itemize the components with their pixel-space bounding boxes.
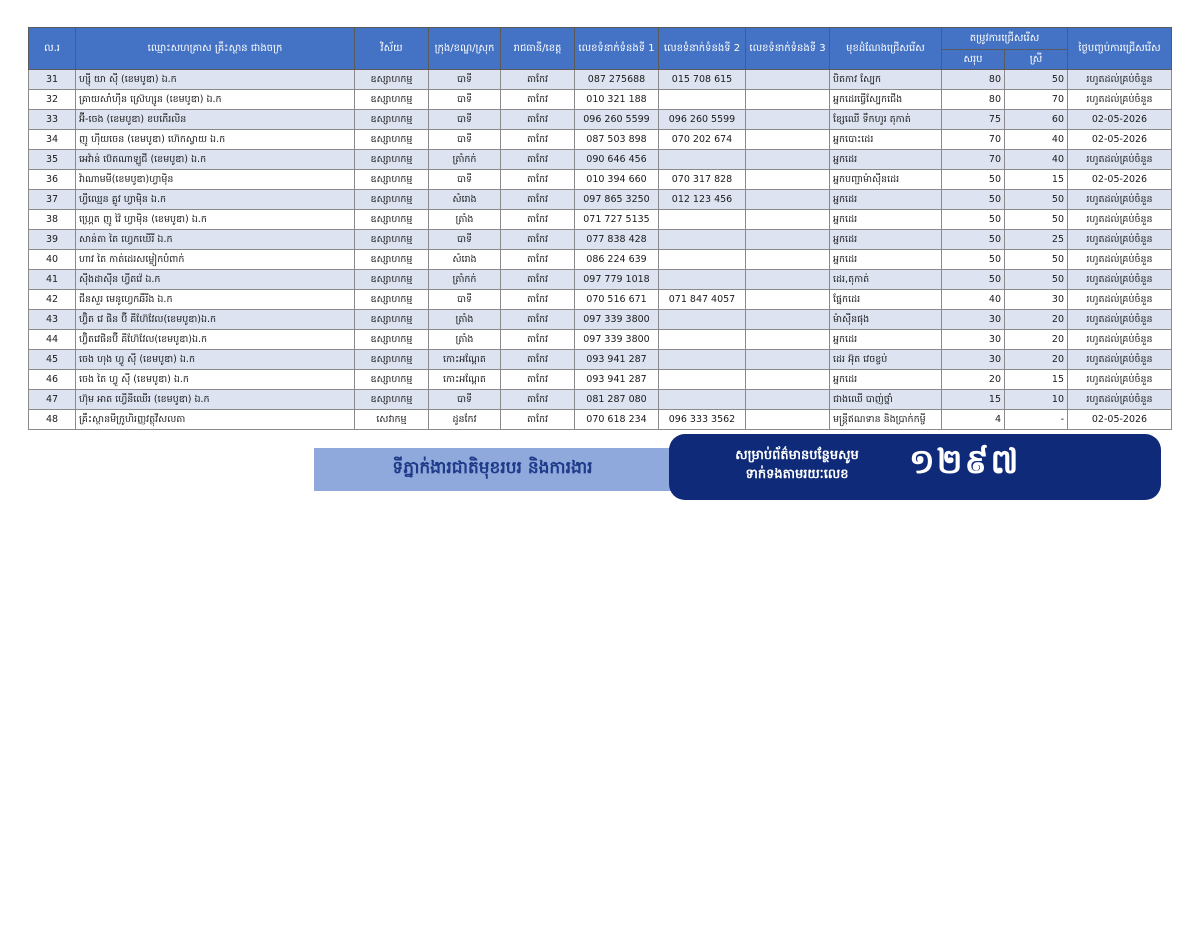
- cell-total: 50: [942, 250, 1005, 270]
- cell-deadline: រហូតដល់គ្រប់ចំនួន: [1068, 90, 1172, 110]
- cell-position: អ្នកដេរ: [830, 230, 942, 250]
- header-phone1: លេខទំនាក់ទំនងទី 1: [575, 28, 659, 70]
- cell-phone2: 070 202 674: [659, 130, 746, 150]
- cell-phone2: [659, 150, 746, 170]
- cell-company: ចេង ហុង ហ្វូ ស៊ី (ខេមបូឌា) ឯ.ក: [76, 350, 355, 370]
- cell-province: តាកែវ: [501, 230, 575, 250]
- cell-deadline: រហូតដល់គ្រប់ចំនួន: [1068, 190, 1172, 210]
- agency-name: ទីភ្នាក់ងារជាតិមុខរបរ និងការងារ: [392, 458, 593, 478]
- cell-phone1: 070 516 671: [575, 290, 659, 310]
- cell-deadline: 02-05-2026: [1068, 170, 1172, 190]
- cell-district: បាទី: [429, 230, 501, 250]
- cell-phone2: [659, 270, 746, 290]
- cell-no: 44: [29, 330, 76, 350]
- header-sector: វិស័យ: [355, 28, 429, 70]
- table-row: [29, 330, 1172, 350]
- cell-phone1: 097 779 1018: [575, 270, 659, 290]
- cell-company: ហ៊ុម អាត ហ្វើនីឈើរ (ខេមបូឌា) ឯ.ក: [76, 390, 355, 410]
- cell-company: សាន់តា តៃ ហ្វេកឃើរី ឯ.ក: [76, 230, 355, 250]
- cell-phone1: 086 224 639: [575, 250, 659, 270]
- cell-province: តាកែវ: [501, 330, 575, 350]
- cell-sector: ឧស្សាហកម្ម: [355, 110, 429, 130]
- cell-district: កោះអណ្តែត: [429, 370, 501, 390]
- header-deadline: ថ្ងៃបញ្ចប់ការជ្រើសរើស: [1068, 28, 1172, 70]
- header-position: មុខដំណែងជ្រើសរើស: [830, 28, 942, 70]
- cell-phone3: [746, 130, 830, 150]
- cell-company: ចេង តៃ ហ្វូ ស៊ី (ខេមបូឌា) ឯ.ក: [76, 370, 355, 390]
- cell-sector: ឧស្សាហកម្ម: [355, 70, 429, 90]
- cell-phone1: 077 838 428: [575, 230, 659, 250]
- cell-position: ផ្នែកដេរ: [830, 290, 942, 310]
- cell-phone2: 015 708 615: [659, 70, 746, 90]
- cell-total: 40: [942, 290, 1005, 310]
- cell-position: អ្នកបោះដេរ: [830, 130, 942, 150]
- cell-female: 20: [1005, 330, 1068, 350]
- cell-total: 50: [942, 190, 1005, 210]
- cell-district: បាទី: [429, 90, 501, 110]
- cell-deadline: រហូតដល់គ្រប់ចំនួន: [1068, 310, 1172, 330]
- cell-province: តាកែវ: [501, 390, 575, 410]
- cell-no: 47: [29, 390, 76, 410]
- cell-no: 40: [29, 250, 76, 270]
- table-row: [29, 390, 1172, 410]
- cell-sector: ឧស្សាហកម្ម: [355, 150, 429, 170]
- cell-phone2: 096 260 5599: [659, 110, 746, 130]
- cell-deadline: រហូតដល់គ្រប់ចំនួន: [1068, 330, 1172, 350]
- cell-female: 15: [1005, 370, 1068, 390]
- cell-female: 25: [1005, 230, 1068, 250]
- header-need-group: តម្រូវការជ្រើសរើស: [942, 28, 1068, 50]
- cell-no: 38: [29, 210, 76, 230]
- cell-total: 50: [942, 210, 1005, 230]
- cell-company: អ៊ី-ចេង (ខេមបូឌា) ខបភើរលិន: [76, 110, 355, 130]
- cell-district: សំរោង: [429, 190, 501, 210]
- cell-province: តាកែវ: [501, 170, 575, 190]
- cell-company: ហ្វីឈ្មេន គ្លូវ ហ្វាម៉ិន ឯ.ក: [76, 190, 355, 210]
- cell-sector: ឧស្សាហកម្ម: [355, 350, 429, 370]
- cell-position: អ្នកដេរ: [830, 330, 942, 350]
- cell-position: អ្នកដេរ: [830, 190, 942, 210]
- table-row: [29, 170, 1172, 190]
- cell-sector: ឧស្សាហកម្ម: [355, 130, 429, 150]
- cell-deadline: រហូតដល់គ្រប់ចំនួន: [1068, 70, 1172, 90]
- cell-district: បាទី: [429, 170, 501, 190]
- cell-total: 50: [942, 230, 1005, 250]
- cell-province: តាកែវ: [501, 150, 575, 170]
- cell-no: 34: [29, 130, 76, 150]
- cell-province: តាកែវ: [501, 350, 575, 370]
- cell-phone3: [746, 110, 830, 130]
- cell-phone2: 012 123 456: [659, 190, 746, 210]
- cell-sector: ឧស្សាហកម្ម: [355, 330, 429, 350]
- cell-district: បាទី: [429, 130, 501, 150]
- cell-company: វ៉ាណាមមី(ខេមបូឌា)ហ្វាម៉ិន: [76, 170, 355, 190]
- cell-deadline: 02-05-2026: [1068, 410, 1172, 430]
- cell-no: 43: [29, 310, 76, 330]
- cell-phone1: 010 321 188: [575, 90, 659, 110]
- cell-no: 42: [29, 290, 76, 310]
- cell-sector: ឧស្សាហកម្ម: [355, 190, 429, 210]
- cell-female: 50: [1005, 210, 1068, 230]
- cell-phone1: 097 339 3800: [575, 330, 659, 350]
- info-line-2: ទាក់ទងតាមរយៈលេខ: [745, 467, 849, 482]
- cell-phone3: [746, 190, 830, 210]
- cell-phone1: 010 394 660: [575, 170, 659, 190]
- hotline-text: [697, 446, 897, 484]
- cell-phone2: 071 847 4057: [659, 290, 746, 310]
- cell-total: 4: [942, 410, 1005, 430]
- header-total: សរុប: [942, 50, 1005, 70]
- cell-phone3: [746, 70, 830, 90]
- table-row: [29, 210, 1172, 230]
- cell-company: ស៊ីងដាស៊ីន ហ្វីតវ៉េ ឯ.ក: [76, 270, 355, 290]
- cell-no: 48: [29, 410, 76, 430]
- job-vacancy-table-container: [28, 27, 1171, 430]
- cell-position: មន្ត្រីឥណទាន និងប្រាក់កម្ចី: [830, 410, 942, 430]
- cell-female: 70: [1005, 90, 1068, 110]
- cell-province: តាកែវ: [501, 90, 575, 110]
- cell-district: ត្រាំកក់: [429, 150, 501, 170]
- cell-total: 20: [942, 370, 1005, 390]
- cell-company: ញូ ហ៊ីយចេន (ខេមបូឌា) ហ៊េកស្វាយ ឯ.ក: [76, 130, 355, 150]
- cell-sector: ឧស្សាហកម្ម: [355, 230, 429, 250]
- cell-district: ត្រាំកក់: [429, 270, 501, 290]
- cell-district: បាទី: [429, 390, 501, 410]
- cell-province: តាកែវ: [501, 190, 575, 210]
- cell-total: 75: [942, 110, 1005, 130]
- cell-phone1: 081 287 080: [575, 390, 659, 410]
- cell-total: 80: [942, 90, 1005, 110]
- cell-total: 30: [942, 330, 1005, 350]
- cell-no: 31: [29, 70, 76, 90]
- cell-female: 50: [1005, 70, 1068, 90]
- cell-province: តាកែវ: [501, 210, 575, 230]
- cell-district: សំរោង: [429, 250, 501, 270]
- cell-province: តាកែវ: [501, 70, 575, 90]
- cell-no: 39: [29, 230, 76, 250]
- cell-sector: ឧស្សាហកម្ម: [355, 270, 429, 290]
- cell-position: អ្នកដេរ: [830, 250, 942, 270]
- cell-phone2: [659, 310, 746, 330]
- table-row: [29, 410, 1172, 430]
- cell-phone2: 096 333 3562: [659, 410, 746, 430]
- cell-phone3: [746, 290, 830, 310]
- cell-phone2: [659, 370, 746, 390]
- agency-banner: [314, 448, 671, 491]
- cell-total: 70: [942, 130, 1005, 150]
- cell-position: បិតកាវ ស្បែក: [830, 70, 942, 90]
- cell-female: 30: [1005, 290, 1068, 310]
- hotline-number: ១២៩៧: [909, 442, 1021, 482]
- cell-province: តាកែវ: [501, 370, 575, 390]
- cell-no: 35: [29, 150, 76, 170]
- cell-total: 30: [942, 350, 1005, 370]
- cell-phone3: [746, 270, 830, 290]
- hotline-info-box: [669, 434, 1161, 500]
- cell-position: ដេរ អ៊ុត វេចខ្ចប់: [830, 350, 942, 370]
- cell-phone3: [746, 390, 830, 410]
- cell-total: 15: [942, 390, 1005, 410]
- cell-deadline: រហូតដល់គ្រប់ចំនួន: [1068, 210, 1172, 230]
- cell-phone1: 070 618 234: [575, 410, 659, 430]
- cell-phone3: [746, 370, 830, 390]
- table-row: [29, 190, 1172, 210]
- cell-total: 80: [942, 70, 1005, 90]
- cell-company: គ្រាយសាំហ៊ីន ស៊្រេហ្សូន (ខេមបូឌា) ឯ.ក: [76, 90, 355, 110]
- cell-female: 40: [1005, 130, 1068, 150]
- cell-phone1: 096 260 5599: [575, 110, 659, 130]
- cell-position: អ្នកដេរធ្វើស្បែកជើង: [830, 90, 942, 110]
- cell-deadline: រហូតដល់គ្រប់ចំនួន: [1068, 270, 1172, 290]
- cell-female: -: [1005, 410, 1068, 430]
- header-district: ក្រុង/ខណ្ឌ/ស្រុក: [429, 28, 501, 70]
- cell-no: 45: [29, 350, 76, 370]
- table-row: [29, 150, 1172, 170]
- cell-phone1: 087 275688: [575, 70, 659, 90]
- cell-district: ត្រាំង: [429, 310, 501, 330]
- cell-female: 20: [1005, 350, 1068, 370]
- cell-phone1: 097 865 3250: [575, 190, 659, 210]
- cell-total: 70: [942, 150, 1005, 170]
- cell-deadline: រហូតដល់គ្រប់ចំនួន: [1068, 390, 1172, 410]
- job-vacancy-table: [28, 27, 1172, 430]
- cell-district: បាទី: [429, 70, 501, 90]
- cell-phone2: [659, 330, 746, 350]
- cell-district: បាទី: [429, 290, 501, 310]
- table-row: [29, 230, 1172, 250]
- cell-no: 37: [29, 190, 76, 210]
- cell-female: 40: [1005, 150, 1068, 170]
- cell-province: តាកែវ: [501, 250, 575, 270]
- cell-sector: ឧស្សាហកម្ម: [355, 170, 429, 190]
- cell-phone3: [746, 350, 830, 370]
- cell-sector: ឧស្សាហកម្ម: [355, 210, 429, 230]
- cell-company: គ្រឹះស្ថានមីក្រូហិរញ្ញវត្ថុវីសលតា: [76, 410, 355, 430]
- cell-company: ហ្វ៊ិត វេ ផិន ប៊ី គីហ៊ែវែល(ខេមបូឌា)ឯ.ក: [76, 310, 355, 330]
- cell-district: ត្រាំង: [429, 330, 501, 350]
- header-province: រាជធានី/ខេត្ត: [501, 28, 575, 70]
- cell-province: តាកែវ: [501, 270, 575, 290]
- cell-phone1: 093 941 287: [575, 350, 659, 370]
- cell-province: តាកែវ: [501, 130, 575, 150]
- cell-phone1: 090 646 456: [575, 150, 659, 170]
- cell-deadline: 02-05-2026: [1068, 110, 1172, 130]
- cell-position: ខ្សែឈើ ទឹកហូរ តុកាត់: [830, 110, 942, 130]
- cell-no: 32: [29, 90, 76, 110]
- cell-phone3: [746, 410, 830, 430]
- cell-phone2: [659, 90, 746, 110]
- cell-phone3: [746, 250, 830, 270]
- table-row: [29, 290, 1172, 310]
- table-row: [29, 70, 1172, 90]
- cell-position: ជាងឈើ បាញ់ថ្នាំ: [830, 390, 942, 410]
- cell-total: 30: [942, 310, 1005, 330]
- cell-female: 10: [1005, 390, 1068, 410]
- table-row: [29, 90, 1172, 110]
- cell-female: 50: [1005, 190, 1068, 210]
- cell-district: បាទី: [429, 110, 501, 130]
- table-body: [29, 70, 1172, 430]
- table-row: [29, 110, 1172, 130]
- cell-deadline: 02-05-2026: [1068, 130, 1172, 150]
- cell-phone2: [659, 350, 746, 370]
- header-female: ស្រី: [1005, 50, 1068, 70]
- cell-female: 50: [1005, 250, 1068, 270]
- cell-sector: ឧស្សាហកម្ម: [355, 390, 429, 410]
- cell-province: តាកែវ: [501, 310, 575, 330]
- cell-female: 60: [1005, 110, 1068, 130]
- header-company: ឈ្មោះសហគ្រាស គ្រឹះស្ថាន ជាងចក្រ: [76, 28, 355, 70]
- cell-district: ដូនកែវ: [429, 410, 501, 430]
- cell-phone3: [746, 210, 830, 230]
- cell-sector: ឧស្សាហកម្ម: [355, 370, 429, 390]
- cell-sector: ឧស្សាហកម្ម: [355, 90, 429, 110]
- cell-phone3: [746, 330, 830, 350]
- cell-female: 50: [1005, 270, 1068, 290]
- cell-phone1: 093 941 287: [575, 370, 659, 390]
- cell-company: ជីនសួរ មេនូហ្វេកឆឺរីង ឯ.ក: [76, 290, 355, 310]
- cell-company: ហ្គ្រេត ញូ វ៉ៃ ហ្វាម៉ិន (ខេមបូឌា) ឯ.ក: [76, 210, 355, 230]
- cell-district: កោះអណ្តែត: [429, 350, 501, 370]
- cell-position: អ្នកដេរ: [830, 150, 942, 170]
- cell-phone2: [659, 210, 746, 230]
- cell-position: ដេរ,តុកាត់: [830, 270, 942, 290]
- cell-phone3: [746, 230, 830, 250]
- cell-phone3: [746, 170, 830, 190]
- table-row: [29, 350, 1172, 370]
- cell-deadline: រហូតដល់គ្រប់ចំនួន: [1068, 230, 1172, 250]
- table-row: [29, 310, 1172, 330]
- table-row: [29, 130, 1172, 150]
- cell-total: 50: [942, 270, 1005, 290]
- cell-deadline: រហូតដល់គ្រប់ចំនួន: [1068, 350, 1172, 370]
- cell-deadline: រហូតដល់គ្រប់ចំនួន: [1068, 250, 1172, 270]
- header-no: ល.រ: [29, 28, 76, 70]
- cell-phone2: [659, 230, 746, 250]
- cell-deadline: រហូតដល់គ្រប់ចំនួន: [1068, 150, 1172, 170]
- cell-company: ហ្វ៊ិតវេផិនប៊ី គីហ៊ែវែល(ខេមបូឌា)ឯ.ក: [76, 330, 355, 350]
- header-phone2: លេខទំនាក់ទំនងទី 2: [659, 28, 746, 70]
- cell-deadline: រហូតដល់គ្រប់ចំនួន: [1068, 370, 1172, 390]
- cell-province: តាកែវ: [501, 410, 575, 430]
- cell-female: 20: [1005, 310, 1068, 330]
- cell-phone3: [746, 310, 830, 330]
- cell-no: 41: [29, 270, 76, 290]
- cell-total: 50: [942, 170, 1005, 190]
- cell-position: អ្នកបញ្ជាម៉ាស៊ីនដេរ: [830, 170, 942, 190]
- table-row: [29, 250, 1172, 270]
- cell-phone2: [659, 250, 746, 270]
- cell-sector: សេវាកម្ម: [355, 410, 429, 430]
- cell-province: តាកែវ: [501, 110, 575, 130]
- cell-sector: ឧស្សាហកម្ម: [355, 250, 429, 270]
- cell-province: តាកែវ: [501, 290, 575, 310]
- cell-no: 46: [29, 370, 76, 390]
- table-row: [29, 370, 1172, 390]
- cell-phone2: [659, 390, 746, 410]
- cell-position: អ្នកដេរ: [830, 370, 942, 390]
- cell-company: ហាវ តៃ កាត់ដេរសម្លៀកបំពាក់: [76, 250, 355, 270]
- cell-no: 36: [29, 170, 76, 190]
- cell-sector: ឧស្សាហកម្ម: [355, 290, 429, 310]
- cell-position: ម៉ាស៊ីនផុង: [830, 310, 942, 330]
- cell-female: 15: [1005, 170, 1068, 190]
- cell-district: ត្រាំង: [429, 210, 501, 230]
- cell-no: 33: [29, 110, 76, 130]
- cell-phone1: 087 503 898: [575, 130, 659, 150]
- info-line-1: សម្រាប់ព័ត៌មានបន្ថែមសូម: [735, 448, 859, 463]
- cell-company: ហ្ស៊ី យា ស៊ី (ខេមបូឌា) ឯ.ក: [76, 70, 355, 90]
- cell-company: អេវ៉ាន់ ប៊េតណាឡូជី (ខេមបូឌា) ឯ.ក: [76, 150, 355, 170]
- cell-phone1: 097 339 3800: [575, 310, 659, 330]
- cell-deadline: រហូតដល់គ្រប់ចំនួន: [1068, 290, 1172, 310]
- cell-sector: ឧស្សាហកម្ម: [355, 310, 429, 330]
- cell-phone2: 070 317 828: [659, 170, 746, 190]
- cell-position: អ្នកដេរ: [830, 210, 942, 230]
- table-row: [29, 270, 1172, 290]
- cell-phone3: [746, 150, 830, 170]
- cell-phone3: [746, 90, 830, 110]
- header-phone3: លេខទំនាក់ទំនងទី 3: [746, 28, 830, 70]
- cell-phone1: 071 727 5135: [575, 210, 659, 230]
